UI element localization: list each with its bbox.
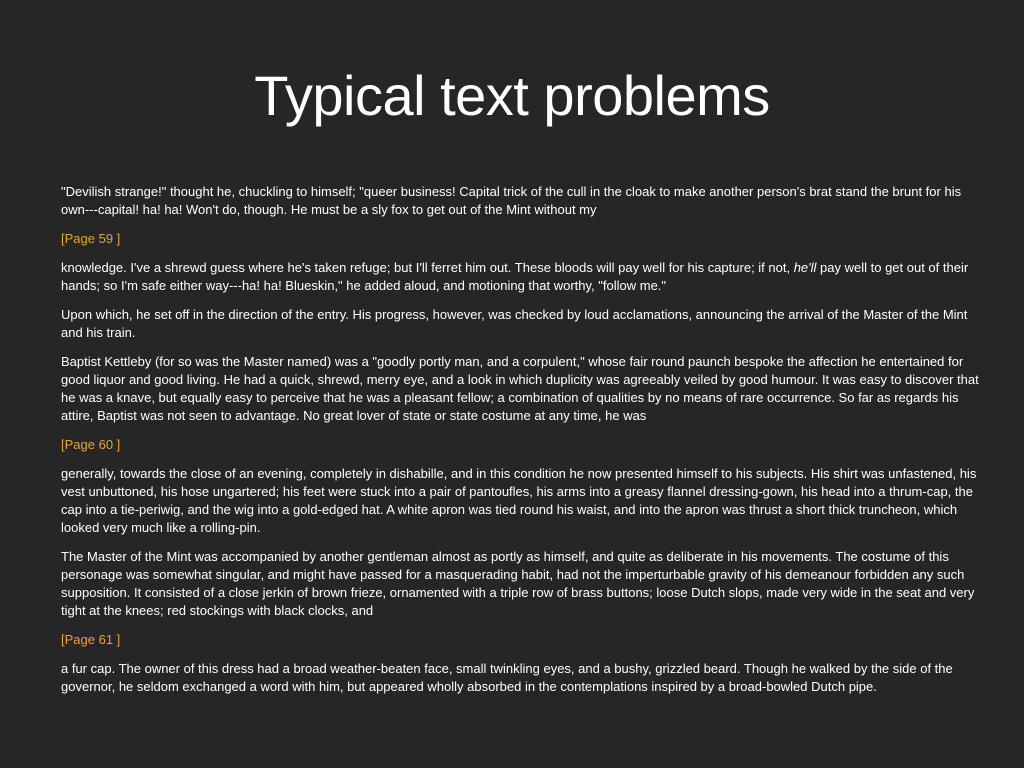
paragraph-7: a fur cap. The owner of this dress had a broad weather-beaten face, small twinkling eyes, and a bushy, grizzled beard. Though he walked by the side of the governor, he seldom exchanged a word with him, but appeared wholly absorbed in the contemplations inspired by a broad-bowled Dutch pipe. — [61, 661, 953, 694]
paragraph-3: Upon which, he set off in the direction of the entry. His progress, however, was checked by loud acclamations, announcing the arrival of the Master of the Mint and his train. — [61, 307, 968, 340]
paragraph-6: The Master of the Mint was accompanied by another gentleman almost as portly as himself, and quite as deliberate in his movements. The costume of this personage was somewhat singular, and might have passed for a masquerading habit, had not the imperturbable gravity of his demeanour forbidden any such supposition. It consisted of a close jerkin of brown frieze, ornamented with a triple row of brass buttons; loose Dutch slops, made very wide in the seat and very tight at the knees; red stockings with black clocks, and — [61, 549, 975, 618]
paragraph-1: "Devilish strange!" thought he, chuckling to himself; "queer business! Capital trick of the cull in the cloak to make another person's brat stand the brunt for his own---capital! ha! ha! Won't do, though. He must be a sly fox to get out of the Mint without my — [61, 184, 962, 217]
paragraph-2 — [61, 259, 986, 295]
page-marker-59: [Page 59 ] — [61, 231, 121, 246]
paragraph-4: Baptist Kettleby (for so was the Master named) was a "goodly portly man, and a corpulent," whose fair round paunch bespoke the affection he entertained for good liquor and good living. He had a quick, shrewd, merry eye, and a look in which duplicity was agreeably veiled by good humour. It was easy to discover that he was a knave, but equally easy to perceive that he was a pleasant fellow; a combination of qualities by no means of rare occurrence. So far as regards his attire, Baptist was not seen to advantage. No great lover of state or state costume at any time, he was — [61, 354, 979, 423]
page-marker-61: [Page 61 ] — [61, 632, 121, 647]
paragraph-2-italic: he'll — [793, 260, 817, 275]
slide-title: Typical text problems — [254, 64, 770, 127]
paragraph-2-after: pay well to get out of their hands; so I'm safe either way---ha! ha! Blueskin," he added aloud, and motioning that worthy, "follow me." — [61, 260, 969, 293]
paragraph-2-before: knowledge. I've a shrewd guess where he's taken refuge; but I'll ferret him out. These bloods will pay well for his capture; if not, — [61, 260, 794, 275]
paragraph-5: generally, towards the close of an evening, completely in dishabille, and in this condition he now presented himself to his subjects. His shirt was unfastened, his vest unbuttoned, his hose ungartered; his feet were stuck into a pair of pantoufles, his arms into a greasy flannel dressing-gown, his head into a thrum-cap, the cap into a tie-periwig, and the wig into a gold-edged hat. A white apron was tied round his waist, and into the apron was thrust a short thick truncheon, which looked very much like a rolling-pin. — [61, 466, 977, 535]
page-marker-60: [Page 60 ] — [61, 437, 121, 452]
text-body — [61, 183, 986, 707]
